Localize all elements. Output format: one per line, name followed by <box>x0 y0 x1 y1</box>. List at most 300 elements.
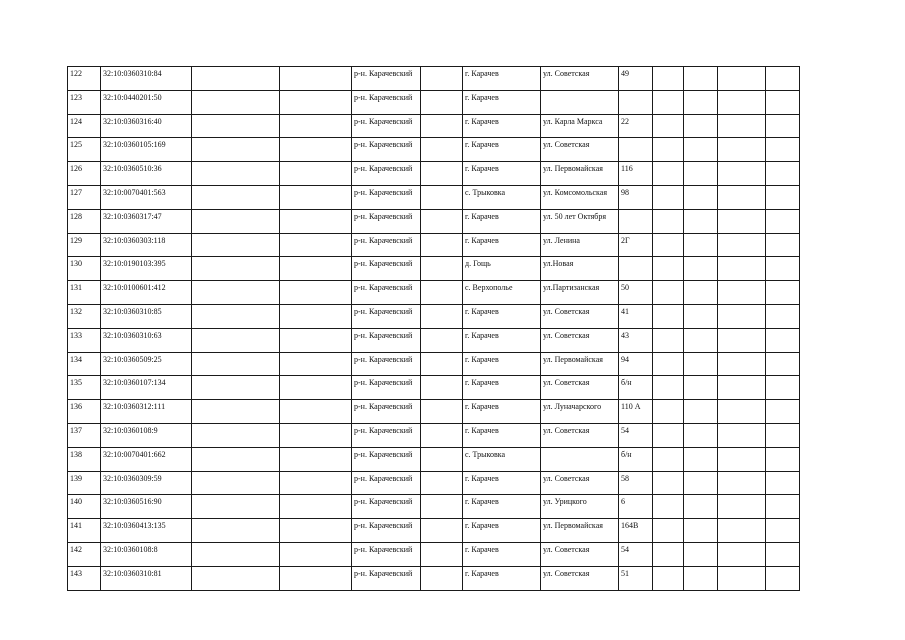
empty-cell-c <box>421 233 463 257</box>
table-row <box>68 185 800 209</box>
street-cell: ул. Советская <box>541 138 619 162</box>
empty-cell-e <box>684 162 718 186</box>
cadastral-number-cell: 32:10:0360310:84 <box>101 67 192 91</box>
table-row <box>68 281 800 305</box>
empty-cell-g <box>766 281 800 305</box>
row-number-cell: 133 <box>68 328 101 352</box>
street-cell: ул. Советская <box>541 67 619 91</box>
table-row <box>68 162 800 186</box>
empty-cell-d <box>653 257 684 281</box>
house-number-cell: б/н <box>619 447 653 471</box>
empty-cell-d <box>653 471 684 495</box>
empty-cell-a <box>192 114 280 138</box>
district-cell: р-н. Карачевский <box>352 138 421 162</box>
empty-cell-c <box>421 114 463 138</box>
empty-cell-b <box>280 376 352 400</box>
empty-cell-g <box>766 542 800 566</box>
cadastral-number-cell: 32:10:0360310:81 <box>101 566 192 590</box>
street-cell: ул. Луначарского <box>541 400 619 424</box>
street-cell: ул. Советская <box>541 471 619 495</box>
empty-cell-a <box>192 257 280 281</box>
empty-cell-e <box>684 542 718 566</box>
empty-cell-e <box>684 352 718 376</box>
row-number-cell: 140 <box>68 495 101 519</box>
row-number-cell: 130 <box>68 257 101 281</box>
street-cell: ул. Советская <box>541 328 619 352</box>
empty-cell-f <box>718 566 766 590</box>
empty-cell-g <box>766 400 800 424</box>
house-number-cell: 98 <box>619 185 653 209</box>
locality-cell: г. Карачев <box>463 495 541 519</box>
empty-cell-g <box>766 138 800 162</box>
cadastral-number-cell: 32:10:0360108:8 <box>101 542 192 566</box>
row-number-cell: 124 <box>68 114 101 138</box>
street-cell <box>541 447 619 471</box>
empty-cell-f <box>718 400 766 424</box>
empty-cell-b <box>280 138 352 162</box>
row-number-cell: 126 <box>68 162 101 186</box>
empty-cell-e <box>684 376 718 400</box>
empty-cell-a <box>192 185 280 209</box>
cadastral-number-cell: 32:10:0190103:395 <box>101 257 192 281</box>
cadastral-number-cell: 32:10:0360108:9 <box>101 423 192 447</box>
street-cell: ул. Ленина <box>541 233 619 257</box>
empty-cell-b <box>280 423 352 447</box>
house-number-cell: 6 <box>619 495 653 519</box>
empty-cell-c <box>421 566 463 590</box>
empty-cell-d <box>653 90 684 114</box>
street-cell: ул. Карла Маркса <box>541 114 619 138</box>
empty-cell-a <box>192 90 280 114</box>
house-number-cell: 51 <box>619 566 653 590</box>
empty-cell-g <box>766 328 800 352</box>
district-cell: р-н. Карачевский <box>352 328 421 352</box>
empty-cell-f <box>718 209 766 233</box>
table-row <box>68 304 800 328</box>
empty-cell-d <box>653 495 684 519</box>
empty-cell-b <box>280 209 352 233</box>
empty-cell-d <box>653 67 684 91</box>
district-cell: р-н. Карачевский <box>352 447 421 471</box>
cadastral-number-cell: 32:10:0070401:662 <box>101 447 192 471</box>
empty-cell-a <box>192 447 280 471</box>
house-number-cell <box>619 138 653 162</box>
locality-cell: г. Карачев <box>463 352 541 376</box>
empty-cell-g <box>766 447 800 471</box>
empty-cell-f <box>718 162 766 186</box>
district-cell: р-н. Карачевский <box>352 566 421 590</box>
empty-cell-f <box>718 67 766 91</box>
empty-cell-c <box>421 90 463 114</box>
street-cell: ул. Первомайская <box>541 519 619 543</box>
house-number-cell: 50 <box>619 281 653 305</box>
table-row <box>68 495 800 519</box>
locality-cell: г. Карачев <box>463 471 541 495</box>
house-number-cell: 41 <box>619 304 653 328</box>
cadastral-number-cell: 32:10:0100601:412 <box>101 281 192 305</box>
table-row <box>68 90 800 114</box>
empty-cell-g <box>766 423 800 447</box>
street-cell <box>541 90 619 114</box>
table-row <box>68 114 800 138</box>
empty-cell-c <box>421 304 463 328</box>
empty-cell-d <box>653 138 684 162</box>
row-number-cell: 138 <box>68 447 101 471</box>
empty-cell-a <box>192 233 280 257</box>
cadastral-number-cell: 32:10:0360317:47 <box>101 209 192 233</box>
locality-cell: г. Карачев <box>463 90 541 114</box>
empty-cell-c <box>421 519 463 543</box>
empty-cell-a <box>192 519 280 543</box>
house-number-cell: 58 <box>619 471 653 495</box>
empty-cell-c <box>421 328 463 352</box>
house-number-cell: б/н <box>619 376 653 400</box>
locality-cell: г. Карачев <box>463 376 541 400</box>
table-row <box>68 352 800 376</box>
district-cell: р-н. Карачевский <box>352 67 421 91</box>
empty-cell-d <box>653 185 684 209</box>
empty-cell-f <box>718 352 766 376</box>
street-cell: ул.Партизанская <box>541 281 619 305</box>
row-number-cell: 128 <box>68 209 101 233</box>
empty-cell-b <box>280 233 352 257</box>
empty-cell-d <box>653 233 684 257</box>
empty-cell-c <box>421 281 463 305</box>
district-cell: р-н. Карачевский <box>352 542 421 566</box>
empty-cell-c <box>421 67 463 91</box>
house-number-cell: 110 А <box>619 400 653 424</box>
table-row <box>68 447 800 471</box>
empty-cell-c <box>421 447 463 471</box>
row-number-cell: 137 <box>68 423 101 447</box>
table-row <box>68 67 800 91</box>
empty-cell-b <box>280 542 352 566</box>
empty-cell-b <box>280 400 352 424</box>
empty-cell-g <box>766 233 800 257</box>
cadastral-number-cell: 32:10:0440201:50 <box>101 90 192 114</box>
empty-cell-g <box>766 519 800 543</box>
street-cell: ул. 50 лет Октября <box>541 209 619 233</box>
district-cell: р-н. Карачевский <box>352 162 421 186</box>
empty-cell-b <box>280 471 352 495</box>
empty-cell-f <box>718 138 766 162</box>
empty-cell-d <box>653 209 684 233</box>
district-cell: р-н. Карачевский <box>352 304 421 328</box>
district-cell: р-н. Карачевский <box>352 400 421 424</box>
empty-cell-c <box>421 138 463 162</box>
empty-cell-f <box>718 281 766 305</box>
locality-cell: г. Карачев <box>463 138 541 162</box>
empty-cell-e <box>684 447 718 471</box>
cadastral-number-cell: 32:10:0360310:85 <box>101 304 192 328</box>
row-number-cell: 129 <box>68 233 101 257</box>
empty-cell-e <box>684 400 718 424</box>
cadastral-number-cell: 32:10:0360303:118 <box>101 233 192 257</box>
empty-cell-c <box>421 400 463 424</box>
district-cell: р-н. Карачевский <box>352 495 421 519</box>
table-row <box>68 328 800 352</box>
row-number-cell: 123 <box>68 90 101 114</box>
cadastral-number-cell: 32:10:0360107:134 <box>101 376 192 400</box>
locality-cell: г. Карачев <box>463 233 541 257</box>
empty-cell-b <box>280 519 352 543</box>
row-number-cell: 136 <box>68 400 101 424</box>
empty-cell-e <box>684 495 718 519</box>
empty-cell-a <box>192 495 280 519</box>
locality-cell: г. Карачев <box>463 162 541 186</box>
empty-cell-c <box>421 542 463 566</box>
empty-cell-d <box>653 114 684 138</box>
empty-cell-c <box>421 162 463 186</box>
empty-cell-c <box>421 471 463 495</box>
street-cell: ул.Новая <box>541 257 619 281</box>
empty-cell-e <box>684 423 718 447</box>
locality-cell: с. Трыковка <box>463 447 541 471</box>
street-cell: ул. Первомайская <box>541 352 619 376</box>
table-row <box>68 471 800 495</box>
house-number-cell: 54 <box>619 542 653 566</box>
empty-cell-b <box>280 162 352 186</box>
house-number-cell: 116 <box>619 162 653 186</box>
empty-cell-d <box>653 352 684 376</box>
empty-cell-g <box>766 566 800 590</box>
locality-cell: г. Карачев <box>463 542 541 566</box>
empty-cell-d <box>653 542 684 566</box>
empty-cell-c <box>421 495 463 519</box>
empty-cell-e <box>684 566 718 590</box>
table-row <box>68 257 800 281</box>
empty-cell-f <box>718 423 766 447</box>
district-cell: р-н. Карачевский <box>352 185 421 209</box>
empty-cell-d <box>653 447 684 471</box>
property-register-table <box>67 66 800 591</box>
locality-cell: г. Карачев <box>463 209 541 233</box>
house-number-cell: 164В <box>619 519 653 543</box>
empty-cell-e <box>684 138 718 162</box>
empty-cell-a <box>192 304 280 328</box>
empty-cell-g <box>766 304 800 328</box>
empty-cell-d <box>653 566 684 590</box>
empty-cell-f <box>718 90 766 114</box>
row-number-cell: 132 <box>68 304 101 328</box>
empty-cell-a <box>192 400 280 424</box>
district-cell: р-н. Карачевский <box>352 90 421 114</box>
house-number-cell <box>619 257 653 281</box>
empty-cell-a <box>192 423 280 447</box>
street-cell: ул. Первомайская <box>541 162 619 186</box>
house-number-cell: 2Г <box>619 233 653 257</box>
table-body <box>68 67 800 591</box>
locality-cell: г. Карачев <box>463 519 541 543</box>
empty-cell-g <box>766 90 800 114</box>
table-row <box>68 400 800 424</box>
empty-cell-d <box>653 304 684 328</box>
empty-cell-d <box>653 328 684 352</box>
cadastral-number-cell: 32:10:0360509:25 <box>101 352 192 376</box>
empty-cell-b <box>280 447 352 471</box>
empty-cell-c <box>421 185 463 209</box>
empty-cell-a <box>192 162 280 186</box>
empty-cell-b <box>280 304 352 328</box>
empty-cell-e <box>684 114 718 138</box>
district-cell: р-н. Карачевский <box>352 257 421 281</box>
house-number-cell: 54 <box>619 423 653 447</box>
empty-cell-g <box>766 67 800 91</box>
empty-cell-g <box>766 376 800 400</box>
row-number-cell: 143 <box>68 566 101 590</box>
empty-cell-a <box>192 542 280 566</box>
empty-cell-f <box>718 185 766 209</box>
empty-cell-e <box>684 328 718 352</box>
empty-cell-f <box>718 304 766 328</box>
empty-cell-f <box>718 447 766 471</box>
empty-cell-e <box>684 281 718 305</box>
empty-cell-e <box>684 257 718 281</box>
empty-cell-a <box>192 376 280 400</box>
empty-cell-g <box>766 209 800 233</box>
empty-cell-a <box>192 328 280 352</box>
empty-cell-e <box>684 519 718 543</box>
table-row <box>68 566 800 590</box>
table-row <box>68 542 800 566</box>
empty-cell-b <box>280 495 352 519</box>
row-number-cell: 127 <box>68 185 101 209</box>
house-number-cell: 49 <box>619 67 653 91</box>
locality-cell: с. Верхополье <box>463 281 541 305</box>
street-cell: ул. Комсомольская <box>541 185 619 209</box>
row-number-cell: 131 <box>68 281 101 305</box>
empty-cell-f <box>718 519 766 543</box>
cadastral-number-cell: 32:10:0360316:40 <box>101 114 192 138</box>
empty-cell-g <box>766 352 800 376</box>
empty-cell-e <box>684 304 718 328</box>
empty-cell-c <box>421 209 463 233</box>
table-row <box>68 423 800 447</box>
empty-cell-d <box>653 519 684 543</box>
empty-cell-a <box>192 281 280 305</box>
empty-cell-f <box>718 495 766 519</box>
empty-cell-f <box>718 471 766 495</box>
empty-cell-b <box>280 352 352 376</box>
house-number-cell: 43 <box>619 328 653 352</box>
district-cell: р-н. Карачевский <box>352 376 421 400</box>
empty-cell-c <box>421 423 463 447</box>
empty-cell-d <box>653 281 684 305</box>
empty-cell-f <box>718 233 766 257</box>
locality-cell: г. Карачев <box>463 304 541 328</box>
district-cell: р-н. Карачевский <box>352 471 421 495</box>
district-cell: р-н. Карачевский <box>352 233 421 257</box>
empty-cell-b <box>280 114 352 138</box>
empty-cell-e <box>684 185 718 209</box>
table-row <box>68 138 800 162</box>
district-cell: р-н. Карачевский <box>352 281 421 305</box>
empty-cell-a <box>192 138 280 162</box>
empty-cell-e <box>684 471 718 495</box>
empty-cell-c <box>421 352 463 376</box>
empty-cell-c <box>421 376 463 400</box>
district-cell: р-н. Карачевский <box>352 352 421 376</box>
empty-cell-e <box>684 67 718 91</box>
empty-cell-d <box>653 400 684 424</box>
cadastral-number-cell: 32:10:0360310:63 <box>101 328 192 352</box>
table-row <box>68 376 800 400</box>
cadastral-number-cell: 32:10:0360312:111 <box>101 400 192 424</box>
row-number-cell: 139 <box>68 471 101 495</box>
empty-cell-f <box>718 114 766 138</box>
cadastral-number-cell: 32:10:0070401:563 <box>101 185 192 209</box>
street-cell: ул. Урицкого <box>541 495 619 519</box>
empty-cell-f <box>718 257 766 281</box>
street-cell: ул. Советская <box>541 304 619 328</box>
empty-cell-f <box>718 376 766 400</box>
district-cell: р-н. Карачевский <box>352 114 421 138</box>
empty-cell-g <box>766 495 800 519</box>
empty-cell-b <box>280 257 352 281</box>
empty-cell-g <box>766 471 800 495</box>
locality-cell: с. Трыковка <box>463 185 541 209</box>
locality-cell: г. Карачев <box>463 566 541 590</box>
empty-cell-a <box>192 67 280 91</box>
empty-cell-e <box>684 90 718 114</box>
cadastral-number-cell: 32:10:0360510:36 <box>101 162 192 186</box>
empty-cell-d <box>653 376 684 400</box>
empty-cell-g <box>766 162 800 186</box>
street-cell: ул. Советская <box>541 376 619 400</box>
house-number-cell <box>619 90 653 114</box>
locality-cell: г. Карачев <box>463 114 541 138</box>
empty-cell-a <box>192 471 280 495</box>
row-number-cell: 125 <box>68 138 101 162</box>
street-cell: ул. Советская <box>541 423 619 447</box>
cadastral-number-cell: 32:10:0360105:169 <box>101 138 192 162</box>
empty-cell-f <box>718 328 766 352</box>
empty-cell-d <box>653 162 684 186</box>
table-row <box>68 233 800 257</box>
locality-cell: г. Карачев <box>463 423 541 447</box>
district-cell: р-н. Карачевский <box>352 519 421 543</box>
cadastral-number-cell: 32:10:0360516:90 <box>101 495 192 519</box>
row-number-cell: 122 <box>68 67 101 91</box>
row-number-cell: 135 <box>68 376 101 400</box>
street-cell: ул. Советская <box>541 566 619 590</box>
cadastral-number-cell: 32:10:0360413:135 <box>101 519 192 543</box>
row-number-cell: 142 <box>68 542 101 566</box>
empty-cell-b <box>280 185 352 209</box>
empty-cell-c <box>421 257 463 281</box>
house-number-cell: 94 <box>619 352 653 376</box>
empty-cell-b <box>280 90 352 114</box>
empty-cell-b <box>280 67 352 91</box>
empty-cell-b <box>280 281 352 305</box>
row-number-cell: 141 <box>68 519 101 543</box>
house-number-cell <box>619 209 653 233</box>
empty-cell-e <box>684 233 718 257</box>
empty-cell-a <box>192 209 280 233</box>
empty-cell-a <box>192 566 280 590</box>
locality-cell: г. Карачев <box>463 67 541 91</box>
locality-cell: г. Карачев <box>463 328 541 352</box>
row-number-cell: 134 <box>68 352 101 376</box>
street-cell: ул. Советская <box>541 542 619 566</box>
table-row <box>68 209 800 233</box>
house-number-cell: 22 <box>619 114 653 138</box>
empty-cell-d <box>653 423 684 447</box>
empty-cell-b <box>280 566 352 590</box>
locality-cell: г. Карачев <box>463 400 541 424</box>
empty-cell-g <box>766 257 800 281</box>
empty-cell-e <box>684 209 718 233</box>
